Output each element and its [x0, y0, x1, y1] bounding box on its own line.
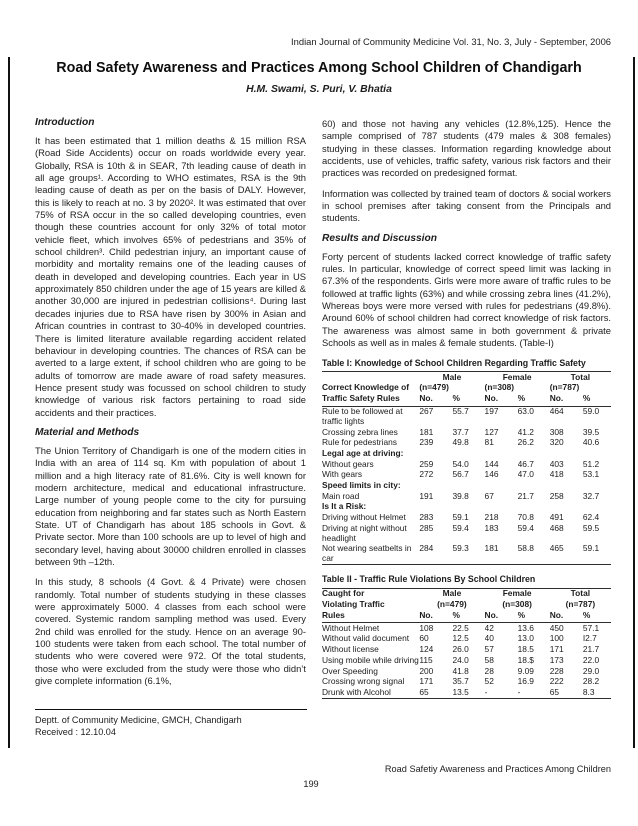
table-cell: 42	[484, 622, 494, 633]
table2-col-header-row	[322, 610, 611, 623]
table-row	[322, 645, 611, 656]
table-cell: 46.7	[517, 459, 534, 469]
table-cell: 58.8	[517, 543, 534, 554]
table-cell: 403	[549, 459, 564, 469]
table-cell: No.	[485, 610, 518, 623]
received-line: Received : 12.10.04	[35, 727, 116, 737]
table-cell: Without license	[322, 644, 379, 655]
table-cell: 144	[484, 459, 499, 469]
table-cell: Caught for	[322, 588, 365, 599]
methods-paragraph-2: In this study, 8 schools (4 Govt. & 4 Private) were chosen randomly. Total number of students studying in these classes were approximately 5000. 4 classes from each school were covered. Systemic random sampling method was used. Every 2nd child was enrolled for the study. Hence on an average 90-100 students were taken from each school. The total number of students who were covered were 972. Of the total students, those who were excluded from the study were those who didn’t give complete information (6.1%,	[35, 576, 306, 687]
table-row	[322, 666, 611, 677]
table-row	[322, 459, 611, 470]
table-cell: 8.3	[582, 687, 595, 697]
page-frame-left-rule	[8, 57, 10, 748]
collection-paragraph: Information was collected by trained team of doctors & social workers in school premises after taking consent from the Principals and students.	[322, 187, 611, 224]
table-cell: 13.5	[452, 687, 469, 697]
table-cell: I2.7	[582, 633, 597, 644]
table-cell: 57	[484, 644, 494, 655]
table-cell: 26.0	[452, 644, 469, 655]
affiliation-line: Deptt. of Community Medicine, GMCH, Chandigarh	[35, 715, 242, 725]
table-cell: 320	[549, 437, 564, 448]
footnote-separator	[35, 709, 307, 710]
table-row	[322, 406, 611, 427]
table-cell: Male	[442, 588, 462, 599]
table-cell: Without Helmet	[322, 622, 380, 633]
table-cell: 259	[419, 459, 434, 469]
table-cell: 70.8	[517, 512, 534, 523]
table-cell: 65	[549, 687, 560, 697]
table-cell: 124	[419, 644, 434, 655]
table2-traffic-rule-violations	[322, 588, 611, 700]
table-cell: 464	[549, 406, 564, 417]
table-cell: 18.5	[517, 644, 534, 655]
table-cell: %	[518, 393, 550, 406]
table-cell: 26.2	[517, 437, 534, 448]
table-row	[322, 513, 611, 524]
table-cell: Rule to be followed at traffic lights	[322, 406, 403, 426]
table-cell: Drunk with Alcohol	[322, 687, 391, 697]
table-row	[322, 634, 611, 645]
table-cell: 24.0	[452, 655, 469, 665]
table-cell: 40.6	[582, 437, 600, 448]
table-cell: 49.8	[452, 437, 469, 448]
table-cell: 308	[549, 427, 564, 437]
table-subheader-row	[322, 502, 611, 513]
table-cell: (n=787)	[565, 599, 596, 609]
table-cell: 28.2	[582, 676, 600, 687]
table-cell: Total	[570, 371, 591, 382]
table-cell: Legal age at driving:	[322, 448, 404, 458]
table-cell: Main road	[322, 491, 360, 501]
table-cell: With gears	[322, 469, 363, 480]
table-cell: 59.1	[452, 512, 469, 523]
running-footer: Road Safetiy Awareness and Practices Among Children	[384, 764, 611, 774]
table-cell: 468	[549, 523, 564, 533]
table-subheader-row	[322, 481, 611, 492]
journal-header: Indian Journal of Community Medicine Vol. 31, No. 3, July - September, 2006	[291, 36, 611, 47]
intro-paragraph: It has been estimated that 1 million deaths & 15 million RSA (Road Side Accidents) occur on roads worldwide every year. Globally, RSA is 10th & in SEAR, 7th leading cause of death in all age groups¹. According to WHO estimates, RSA is the 9th leading cause of death as per on the basis of DALY. However, this is likely to reach at no. 3 by 2020². It was estimated that over 75% of RSA occur in the so called developing countries, even though these countries account for only 32% of total motor vehicle fleet, which involves 65% of pedestrians and 35% of school children³. Child pedestrian injury, an important cause of morbidity and mortality remains one of the leading causes of death in developed and developing countries. Each year in US approximately 850 children under the age of 15 years are killed & another 30,000 are injured in pedestrian collisions⁴. During last decades injuries due to RSA have risen by 300% in Asian and African countries in contrast to 30-40% in developed countries. There is limited literature available regarding accident related behaviour in developing countries. The chances of RSA can be averted to a large extent, if school children who are going to be adults of tomorrow are made aware of road safety measures. Hence present study was focussed on school children to study knowledge of various risk factors pertaining to road side accidents and their practices.	[35, 135, 306, 418]
table-cell: 115	[419, 655, 433, 665]
table-cell: 22.0	[582, 655, 600, 665]
table-cell: 197	[484, 406, 499, 417]
page-frame-right-rule	[633, 57, 635, 748]
results-paragraph: Forty percent of students lacked correct knowledge of traffic safety rules. In particular, knowledge of correct speed limit was lacking in 67.3% of the respondents. Girls were more aware of traffic rules to be followed at traffic lights (63%) and while crossing zebra lines (41.2%), Whereas boys were more versed with rules for pedestrians (49.8%). Around 60% of school children had correct knowledge of risk factors. The awareness was almost same in both government & private Schools as well as in males & female students. (Table-I)	[322, 250, 611, 349]
table-cell: 59.0	[582, 406, 600, 417]
authors-line: H.M. Swami, S. Puri, V. Bhatia	[246, 84, 392, 95]
table-subheader-row	[322, 448, 611, 459]
table-cell: 54.0	[452, 459, 469, 469]
table-row	[322, 438, 611, 449]
table-cell: 37.7	[452, 427, 469, 437]
table-cell: 40	[484, 633, 494, 644]
table-cell: 57.1	[582, 622, 600, 633]
table-cell: Rule for pedestrians	[322, 437, 397, 448]
table-cell: No.	[485, 393, 518, 406]
table-cell: 450	[549, 622, 564, 633]
table-cell: 146	[484, 469, 499, 480]
table-cell: (n=308)	[502, 599, 532, 609]
table-cell: 191	[419, 491, 434, 501]
table-cell: Traffic Safety Rules	[322, 393, 419, 406]
table-cell: -	[517, 687, 521, 697]
table-cell: No.	[550, 393, 583, 406]
table1-n-header-row	[322, 383, 611, 394]
table-cell: Female	[502, 371, 532, 382]
table-cell: 59.4	[517, 523, 534, 533]
table-cell: Rules	[322, 610, 419, 623]
table-cell: %	[452, 393, 484, 406]
table-cell: Total	[570, 588, 591, 599]
table-cell: 181	[484, 543, 499, 554]
table-cell: %	[583, 393, 611, 406]
table-cell: 218	[484, 512, 499, 523]
table-cell: 58	[484, 655, 494, 665]
table-cell: 21.7	[582, 644, 600, 655]
table-cell: 29.0	[582, 666, 600, 676]
table-cell: 39.5	[582, 427, 600, 437]
table-cell: 181	[419, 427, 434, 437]
table-row	[322, 427, 611, 438]
table-cell: 108	[419, 622, 434, 633]
table-cell: 55.7	[452, 406, 469, 417]
table-cell: Using mobile while driving	[322, 655, 419, 665]
table-cell: Is It a Risk:	[322, 501, 367, 512]
table-cell: -	[484, 687, 488, 697]
table1-col-header-row	[322, 393, 611, 406]
table-cell: 239	[419, 437, 434, 448]
table-cell: 21.7	[517, 491, 534, 501]
page-number: 199	[303, 779, 319, 789]
table-cell: 53.1	[582, 469, 600, 480]
table-cell: 47.0	[517, 469, 534, 480]
table-cell: 283	[419, 512, 434, 523]
table-cell: 13.0	[517, 633, 534, 644]
table-cell: (n=787)	[549, 382, 580, 393]
table-cell: 127	[484, 427, 499, 437]
table-row	[322, 523, 611, 543]
table-cell: 491	[549, 512, 564, 523]
table-cell: 258	[549, 491, 564, 501]
table-cell: (n=479)	[437, 599, 467, 609]
table-cell: Crossing zebra lines	[322, 427, 398, 437]
table-cell: 173	[549, 655, 564, 665]
table-cell: Not wearing seatbelts in car	[322, 543, 412, 563]
table-cell: 200	[419, 666, 434, 676]
intro-heading: Introduction	[35, 117, 95, 128]
table-row	[322, 655, 611, 666]
table-cell: 35.7	[452, 676, 469, 687]
table2-n-header-row	[322, 599, 611, 610]
table-cell: %	[583, 610, 611, 623]
table-cell: 62.4	[582, 512, 600, 523]
table-cell: No.	[550, 610, 583, 623]
table-cell: Male	[442, 371, 462, 382]
table-cell: 63.0	[517, 406, 534, 417]
table-cell: 171	[419, 676, 434, 687]
table-cell: Correct Knowledge of	[322, 382, 410, 393]
table-cell: 60	[419, 633, 429, 644]
table-cell: 18.$	[517, 655, 534, 665]
table-cell: 59.1	[582, 543, 600, 554]
table-cell: Violating Traffic	[322, 599, 385, 609]
table-cell: 56.7	[452, 469, 469, 480]
table-row	[322, 687, 611, 698]
table-cell: Crossing wrong signal	[322, 676, 405, 687]
table-cell: 59.4	[452, 523, 469, 533]
table-cell: 418	[549, 469, 564, 480]
page-title: Road Safety Awareness and Practices Among School Children of Chandigarh	[56, 60, 582, 76]
table-cell: 41.8	[452, 666, 469, 676]
table-row	[322, 470, 611, 481]
table1-knowledge-traffic-safety	[322, 371, 611, 565]
table-cell: 59.3	[452, 543, 469, 554]
table-cell: No.	[419, 393, 452, 406]
table-row	[322, 491, 611, 502]
table-cell: (n=479)	[419, 382, 449, 393]
table-cell: Speed limits in city:	[322, 480, 401, 491]
table-cell: 16.9	[517, 676, 534, 687]
table-cell: 39.8	[452, 491, 469, 501]
table-cell: 67	[484, 491, 494, 501]
table-cell: 51.2	[582, 459, 600, 469]
table-cell: 272	[419, 469, 434, 480]
sample-paragraph: 60) and those not having any vehicles (12.8%,125). Hence the sample comprised of 787 students (479 males & 308 females) studying in these classes. Information regarding knowledge about accidents, use of vehicles, traffic safety, various risk factors and their practices was recorded on predesigned format.	[322, 118, 611, 179]
table-cell: 465	[549, 543, 564, 554]
table-cell: 284	[419, 543, 434, 554]
table2-title: Table II - Traffic Rule Violations By School Children	[322, 574, 536, 585]
table-cell: %	[518, 610, 550, 623]
methods-paragraph-1: The Union Territory of Chandigarh is one of the modern cities in India with an area of 114 sq. Km with population of about 1 million and a high literacy rate of 81.6%. City is well known for modern architecture, medical and educational infrastructure. Large number of young people come to the city for pursuing education from neighboring and far states such as North Eastern State. UT of Chandigarh has about 185 schools in Govt. & Private sector. More than 100 schools are up to level of high and secondary level, having about 30000 children enrolled in classes between 9th –12th.	[35, 444, 306, 567]
table-cell: Without gears	[322, 459, 374, 469]
table-cell: Driving at night without headlight	[322, 523, 407, 543]
table-cell: %	[452, 610, 484, 623]
table-cell: 81	[484, 437, 494, 448]
table-cell: 65	[419, 687, 429, 697]
table-cell: Female	[502, 588, 532, 599]
table-cell: Driving without Helmet	[322, 512, 406, 523]
table-cell: 100	[549, 633, 564, 644]
left-column	[35, 111, 306, 695]
table-cell: 52	[484, 676, 494, 687]
table-cell: Without valid document	[322, 633, 410, 644]
table-cell: 9.09	[517, 666, 534, 676]
table-cell: 171	[549, 644, 564, 655]
table-cell: 222	[549, 676, 564, 687]
table-row	[322, 544, 611, 565]
table-cell: No.	[419, 610, 452, 623]
results-heading: Results and Discussion	[322, 232, 437, 244]
table-cell: 22.5	[452, 622, 469, 633]
table-cell: Over Speeding	[322, 666, 378, 676]
table1-title: Table I: Knowledge of School Children Regarding Traffic Safety	[322, 357, 586, 368]
methods-heading: Material and Methods	[35, 426, 140, 438]
table-cell: 267	[419, 406, 434, 417]
table-cell: 285	[419, 523, 434, 533]
table-cell: 41.2	[517, 427, 534, 437]
table-cell: (n=308)	[484, 382, 515, 393]
affiliation-footnote	[35, 709, 307, 738]
table1-group-header-row	[322, 372, 611, 383]
table-cell: 183	[484, 523, 499, 533]
table-row	[322, 677, 611, 688]
table-cell: 59.5	[582, 523, 600, 533]
table-cell: 228	[549, 666, 564, 676]
table2-group-header-row	[322, 588, 611, 599]
table-cell: 13.6	[517, 622, 534, 633]
table-cell: 32.7	[582, 491, 600, 501]
table-cell	[322, 372, 419, 383]
table-cell: 12.5	[452, 633, 469, 644]
right-column	[322, 111, 611, 699]
table-cell: 28	[484, 666, 494, 676]
table-row	[322, 623, 611, 634]
